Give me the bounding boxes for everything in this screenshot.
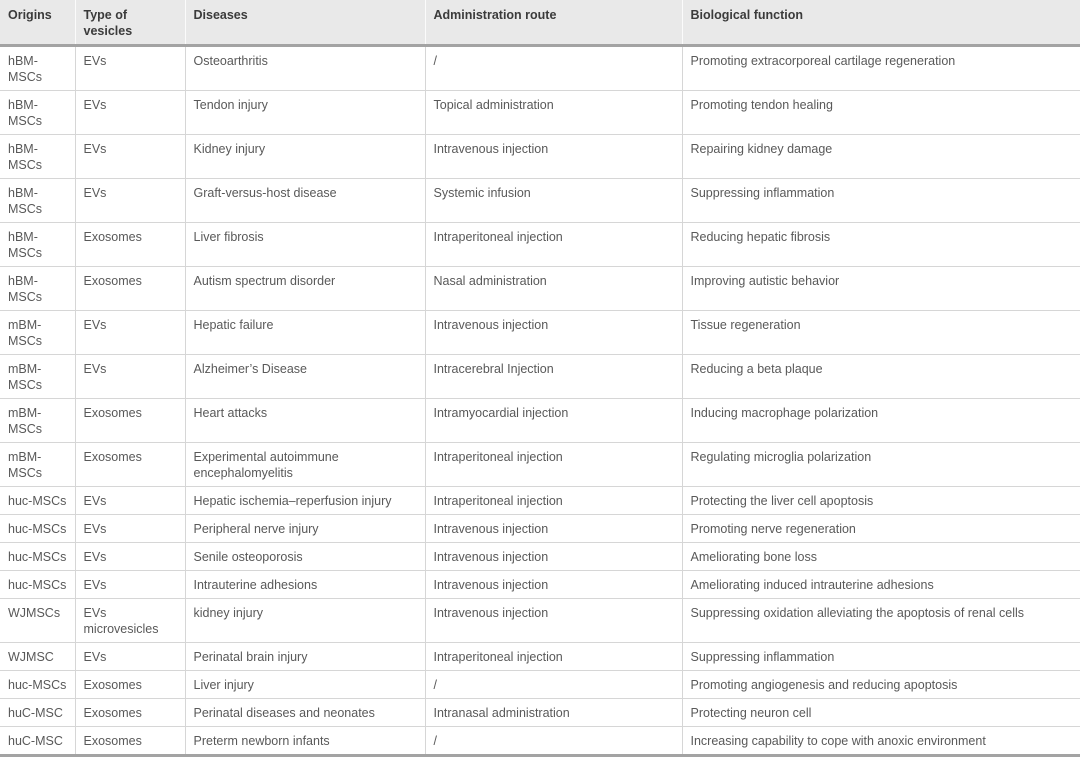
cell-disease: Experimental autoimmune encephalomyelitis	[185, 443, 425, 487]
cell-disease: Perinatal diseases and neonates	[185, 699, 425, 727]
cell-disease: Osteoarthritis	[185, 46, 425, 91]
cell-origins: mBM-MSCs	[0, 355, 75, 399]
cell-vesicle-type: Exosomes	[75, 223, 185, 267]
cell-administration-route: Intravenous injection	[425, 599, 682, 643]
table-row	[0, 699, 1080, 727]
cell-vesicle-type: EVs	[75, 643, 185, 671]
cell-biological-function: Suppressing oxidation alleviating the apoptosis of renal cells	[682, 599, 1080, 643]
column-header-diseases: Diseases	[185, 0, 425, 46]
cell-vesicle-type: EVs	[75, 355, 185, 399]
table-row	[0, 223, 1080, 267]
cell-vesicle-type: Exosomes	[75, 399, 185, 443]
cell-biological-function: Promoting nerve regeneration	[682, 515, 1080, 543]
cell-origins: hBM-MSCs	[0, 91, 75, 135]
cell-vesicle-type: Exosomes	[75, 267, 185, 311]
table-row	[0, 571, 1080, 599]
cell-origins: hBM-MSCs	[0, 135, 75, 179]
cell-vesicle-type: Exosomes	[75, 699, 185, 727]
cell-administration-route: Intraperitoneal injection	[425, 223, 682, 267]
cell-biological-function: Suppressing inflammation	[682, 179, 1080, 223]
cell-biological-function: Repairing kidney damage	[682, 135, 1080, 179]
cell-biological-function: Reducing hepatic fibrosis	[682, 223, 1080, 267]
cell-origins: huc-MSCs	[0, 487, 75, 515]
cell-disease: Kidney injury	[185, 135, 425, 179]
cell-origins: huc-MSCs	[0, 571, 75, 599]
table-row	[0, 267, 1080, 311]
cell-disease: Hepatic ischemia–reperfusion injury	[185, 487, 425, 515]
cell-biological-function: Promoting tendon healing	[682, 91, 1080, 135]
table-row	[0, 727, 1080, 756]
cell-administration-route: Intravenous injection	[425, 543, 682, 571]
table-row	[0, 543, 1080, 571]
cell-origins: hBM-MSCs	[0, 267, 75, 311]
cell-vesicle-type: EVs	[75, 179, 185, 223]
table-body	[0, 46, 1080, 756]
cell-origins: mBM-MSCs	[0, 399, 75, 443]
cell-biological-function: Protecting neuron cell	[682, 699, 1080, 727]
cell-disease: Peripheral nerve injury	[185, 515, 425, 543]
cell-vesicle-type: EVs	[75, 487, 185, 515]
cell-origins: hBM-MSCs	[0, 46, 75, 91]
cell-disease: Alzheimer’s Disease	[185, 355, 425, 399]
table-row	[0, 443, 1080, 487]
cell-disease: Senile osteoporosis	[185, 543, 425, 571]
cell-disease: Liver injury	[185, 671, 425, 699]
cell-biological-function: Promoting angiogenesis and reducing apoptosis	[682, 671, 1080, 699]
cell-biological-function: Ameliorating induced intrauterine adhesions	[682, 571, 1080, 599]
cell-biological-function: Regulating microglia polarization	[682, 443, 1080, 487]
cell-origins: huc-MSCs	[0, 543, 75, 571]
cell-biological-function: Protecting the liver cell apoptosis	[682, 487, 1080, 515]
table-row	[0, 643, 1080, 671]
cell-disease: Hepatic failure	[185, 311, 425, 355]
table-row	[0, 355, 1080, 399]
cell-administration-route: Topical administration	[425, 91, 682, 135]
cell-origins: huC-MSC	[0, 699, 75, 727]
cell-administration-route: /	[425, 671, 682, 699]
cell-disease: Autism spectrum disorder	[185, 267, 425, 311]
cell-origins: mBM-MSCs	[0, 443, 75, 487]
table-row	[0, 399, 1080, 443]
table-header	[0, 0, 1080, 46]
cell-administration-route: Intraperitoneal injection	[425, 487, 682, 515]
table-row	[0, 487, 1080, 515]
cell-administration-route: Systemic infusion	[425, 179, 682, 223]
cell-administration-route: Intraperitoneal injection	[425, 443, 682, 487]
cell-vesicle-type: EVs	[75, 311, 185, 355]
cell-biological-function: Tissue regeneration	[682, 311, 1080, 355]
cell-biological-function: Inducing macrophage polarization	[682, 399, 1080, 443]
cell-origins: mBM-MSCs	[0, 311, 75, 355]
table-row	[0, 135, 1080, 179]
cell-vesicle-type: Exosomes	[75, 671, 185, 699]
cell-vesicle-type: EVs	[75, 571, 185, 599]
cell-administration-route: Intraperitoneal injection	[425, 643, 682, 671]
cell-disease: Heart attacks	[185, 399, 425, 443]
cell-origins: WJMSC	[0, 643, 75, 671]
cell-vesicle-type: EVs	[75, 46, 185, 91]
table-row	[0, 179, 1080, 223]
cell-administration-route: Intravenous injection	[425, 515, 682, 543]
cell-origins: WJMSCs	[0, 599, 75, 643]
cell-biological-function: Suppressing inflammation	[682, 643, 1080, 671]
table-row	[0, 515, 1080, 543]
cell-administration-route: Intravenous injection	[425, 571, 682, 599]
cell-origins: huc-MSCs	[0, 671, 75, 699]
cell-vesicle-type: EVs	[75, 543, 185, 571]
cell-biological-function: Promoting extracorporeal cartilage regeneration	[682, 46, 1080, 91]
table-row	[0, 46, 1080, 91]
cell-disease: Intrauterine adhesions	[185, 571, 425, 599]
cell-disease: Preterm newborn infants	[185, 727, 425, 756]
column-header-origins: Origins	[0, 0, 75, 46]
cell-administration-route: Nasal administration	[425, 267, 682, 311]
cell-administration-route: Intravenous injection	[425, 311, 682, 355]
cell-biological-function: Increasing capability to cope with anoxic environment	[682, 727, 1080, 756]
cell-disease: Graft-versus-host disease	[185, 179, 425, 223]
cell-disease: Liver fibrosis	[185, 223, 425, 267]
cell-biological-function: Ameliorating bone loss	[682, 543, 1080, 571]
cell-vesicle-type: Exosomes	[75, 443, 185, 487]
cell-origins: hBM-MSCs	[0, 223, 75, 267]
cell-administration-route: /	[425, 46, 682, 91]
cell-administration-route: Intravenous injection	[425, 135, 682, 179]
cell-administration-route: Intramyocardial injection	[425, 399, 682, 443]
header-row	[0, 0, 1080, 46]
cell-origins: huc-MSCs	[0, 515, 75, 543]
cell-vesicle-type: Exosomes	[75, 727, 185, 756]
column-header-vesicle-type: Type of vesicles	[75, 0, 185, 46]
cell-administration-route: /	[425, 727, 682, 756]
cell-disease: Perinatal brain injury	[185, 643, 425, 671]
column-header-administration-route: Administration route	[425, 0, 682, 46]
table-row	[0, 91, 1080, 135]
cell-biological-function: Improving autistic behavior	[682, 267, 1080, 311]
cell-biological-function: Reducing a beta plaque	[682, 355, 1080, 399]
column-header-biological-function: Biological function	[682, 0, 1080, 46]
cell-vesicle-type: EVs	[75, 515, 185, 543]
cell-disease: Tendon injury	[185, 91, 425, 135]
cell-origins: huC-MSC	[0, 727, 75, 756]
cell-origins: hBM-MSCs	[0, 179, 75, 223]
cell-vesicle-type: EVs microvesicles	[75, 599, 185, 643]
cell-vesicle-type: EVs	[75, 91, 185, 135]
cell-administration-route: Intranasal administration	[425, 699, 682, 727]
cell-vesicle-type: EVs	[75, 135, 185, 179]
cell-administration-route: Intracerebral Injection	[425, 355, 682, 399]
cell-disease: kidney injury	[185, 599, 425, 643]
table-row	[0, 599, 1080, 643]
table-row	[0, 311, 1080, 355]
table-row	[0, 671, 1080, 699]
